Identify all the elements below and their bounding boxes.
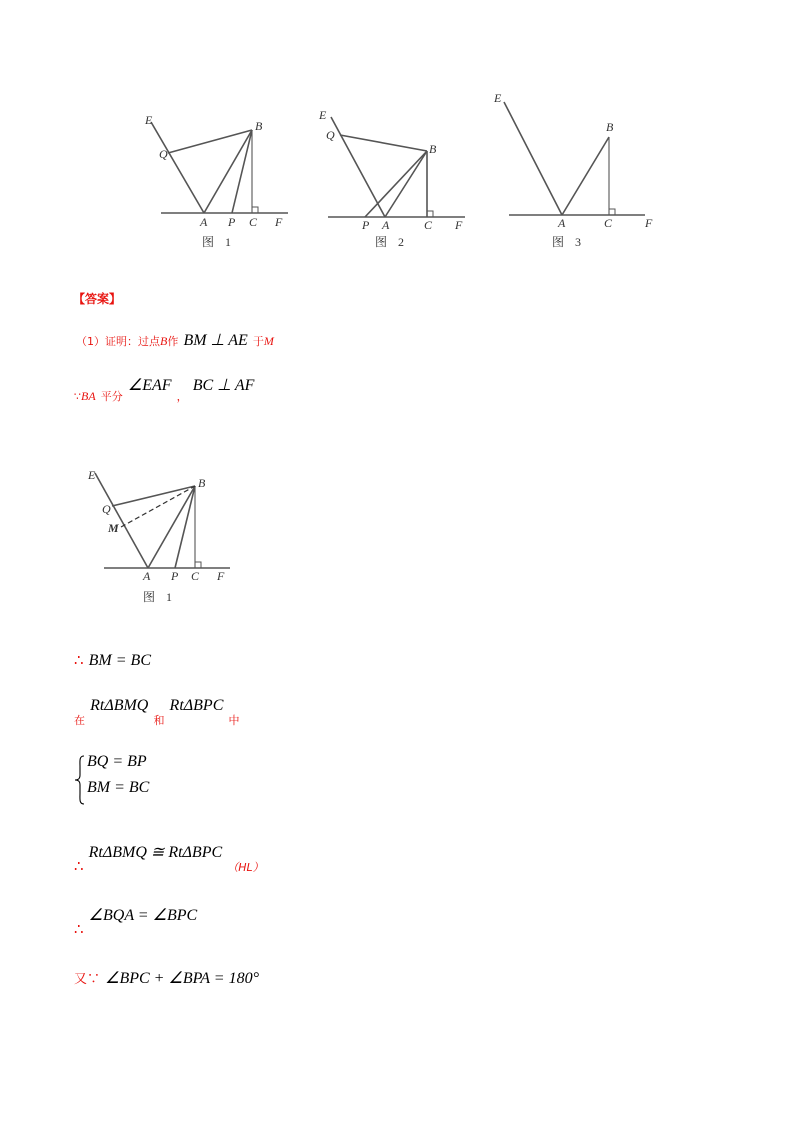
therefore-symbol: ∴ bbox=[74, 920, 84, 938]
point-b-label: B bbox=[160, 334, 168, 348]
proof-line-6 bbox=[74, 842, 264, 875]
proof-line-8 bbox=[74, 968, 259, 988]
because-symbol: ∵ bbox=[74, 390, 81, 403]
triangle-bmq: RtΔBMQ bbox=[90, 697, 149, 714]
segment-ab bbox=[148, 486, 195, 568]
zuo-text: 作 bbox=[167, 335, 179, 348]
proof-line-2 bbox=[74, 375, 255, 403]
label-b: B bbox=[429, 142, 437, 156]
label-p: P bbox=[228, 215, 236, 229]
right-angle-mark bbox=[609, 209, 615, 215]
right-angle-mark bbox=[427, 211, 433, 217]
triangle-bpc: RtΔBPC bbox=[169, 697, 224, 714]
hl-reason: （HL） bbox=[227, 861, 264, 874]
brace-icon bbox=[74, 755, 86, 805]
label-q: Q bbox=[159, 147, 168, 161]
label-c: C bbox=[191, 569, 200, 583]
figure-4 bbox=[85, 465, 240, 605]
figure-caption: 图 1 bbox=[202, 235, 236, 249]
therefore-symbol: ∴ bbox=[74, 857, 84, 875]
system-line-2: BM = BC bbox=[87, 779, 150, 796]
proof-line-1 bbox=[76, 330, 274, 350]
system-line-1: BQ = BP bbox=[87, 753, 147, 770]
figure-1 bbox=[140, 110, 300, 255]
he-text: 和 bbox=[153, 714, 165, 727]
label-c: C bbox=[424, 218, 433, 232]
label-b: B bbox=[606, 120, 614, 134]
label-f: F bbox=[455, 218, 463, 232]
comma: ， bbox=[176, 390, 188, 403]
label-q: Q bbox=[102, 502, 111, 516]
segment-ab bbox=[562, 137, 609, 215]
proof-intro-text: （1）证明：过点 bbox=[76, 335, 160, 348]
label-b: B bbox=[255, 119, 263, 133]
you-because-text: 又∵ bbox=[74, 972, 101, 987]
proof-line-3 bbox=[74, 650, 151, 670]
label-e: E bbox=[494, 91, 502, 105]
label-c: C bbox=[604, 216, 613, 230]
zai-text: 在 bbox=[74, 714, 85, 727]
pingfen-text: 平分 bbox=[100, 390, 123, 403]
label-p: P bbox=[171, 569, 179, 583]
supplementary-angles: ∠BPC + ∠BPA = 180° bbox=[105, 970, 259, 987]
point-m-label: M bbox=[263, 334, 274, 348]
label-e: E bbox=[145, 113, 153, 127]
angle-eaf: ∠EAF bbox=[127, 377, 172, 394]
segment-pb bbox=[365, 151, 427, 217]
label-m: M bbox=[108, 521, 119, 535]
figure-2 bbox=[315, 105, 480, 255]
figure-caption: 图 3 bbox=[552, 235, 586, 249]
label-e: E bbox=[88, 468, 96, 482]
zhong-text: 中 bbox=[228, 714, 240, 727]
segment-pb bbox=[175, 486, 195, 568]
ba-label: BA bbox=[81, 389, 96, 403]
segment-qb bbox=[168, 130, 252, 153]
label-f: F bbox=[275, 215, 283, 229]
proof-line-7 bbox=[74, 905, 198, 938]
ray-ae bbox=[95, 473, 148, 568]
label-q: Q bbox=[326, 128, 335, 142]
ray-ae bbox=[504, 102, 562, 215]
congruence-statement: RtΔBMQ ≅ RtΔBPC bbox=[88, 844, 223, 861]
segment-ab bbox=[385, 151, 427, 217]
figure-3 bbox=[490, 90, 665, 255]
segment-ab bbox=[204, 130, 252, 213]
figure-caption: 图 1 bbox=[143, 590, 177, 604]
label-b: B bbox=[198, 476, 206, 490]
label-a: A bbox=[558, 216, 566, 230]
therefore-symbol: ∴ bbox=[74, 651, 84, 669]
label-a: A bbox=[200, 215, 208, 229]
label-c: C bbox=[249, 215, 258, 229]
perpendicular-bc-af: BC ⊥ AF bbox=[192, 377, 255, 394]
angle-equality: ∠BQA = ∠BPC bbox=[88, 907, 198, 924]
label-f: F bbox=[645, 216, 653, 230]
answer-heading: 【答案】 bbox=[73, 292, 122, 306]
label-a: A bbox=[382, 218, 390, 232]
proof-line-4 bbox=[74, 695, 240, 727]
figure-caption: 图 2 bbox=[375, 235, 409, 249]
segment-qb bbox=[340, 135, 427, 151]
yu-text: 于 bbox=[252, 335, 264, 348]
segment-qb bbox=[112, 486, 195, 506]
ray-ae bbox=[151, 122, 204, 213]
label-a: A bbox=[143, 569, 151, 583]
right-angle-mark bbox=[195, 562, 201, 568]
ray-ae bbox=[331, 117, 385, 217]
segment-pb bbox=[232, 130, 252, 213]
label-e: E bbox=[319, 108, 327, 122]
right-angle-mark bbox=[252, 207, 258, 213]
label-f: F bbox=[217, 569, 225, 583]
perpendicular-bm-ae: BM ⊥ AE bbox=[183, 332, 248, 349]
label-p: P bbox=[362, 218, 370, 232]
equation-bm-bc: BM = BC bbox=[88, 652, 151, 669]
